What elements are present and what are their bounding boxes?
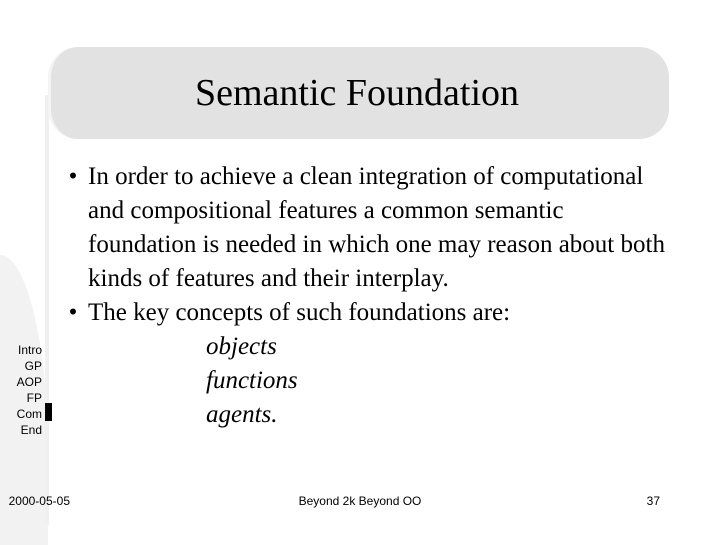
footer-date: 2000-05-05 (8, 494, 70, 508)
nav-item-gp[interactable]: GP (24, 359, 42, 373)
concept-agents: agents. (206, 401, 278, 428)
bullet-icon: • (68, 299, 78, 326)
nav-item-end[interactable]: End (20, 423, 42, 437)
bullet-text: The key concepts of such foundations are: (88, 299, 511, 326)
bullet-text: In order to achieve a clean integration of computational and compositional features a common semantic foundation is needed in which one may reason about both kinds of features and their interplay. (88, 163, 665, 292)
concept-objects: objects (206, 333, 277, 360)
nav-item-aop[interactable]: AOP (16, 375, 42, 389)
nav-item-intro[interactable]: Intro (17, 343, 42, 357)
page-number: 37 (646, 494, 660, 508)
concept-functions: functions (206, 367, 298, 394)
bullet-icon: • (68, 163, 78, 190)
bullet-item (58, 160, 678, 296)
bullet-item (58, 296, 678, 330)
slide-title: Semantic Foundation (194, 72, 520, 114)
nav-item-fp[interactable]: FP (26, 391, 42, 405)
slide-body (58, 160, 678, 432)
footer-title: Beyond 2k Beyond OO (298, 494, 422, 508)
section-nav (0, 342, 46, 438)
current-section-marker (45, 403, 52, 421)
vertical-rule (45, 95, 49, 525)
nav-item-com[interactable]: Com (16, 407, 42, 421)
